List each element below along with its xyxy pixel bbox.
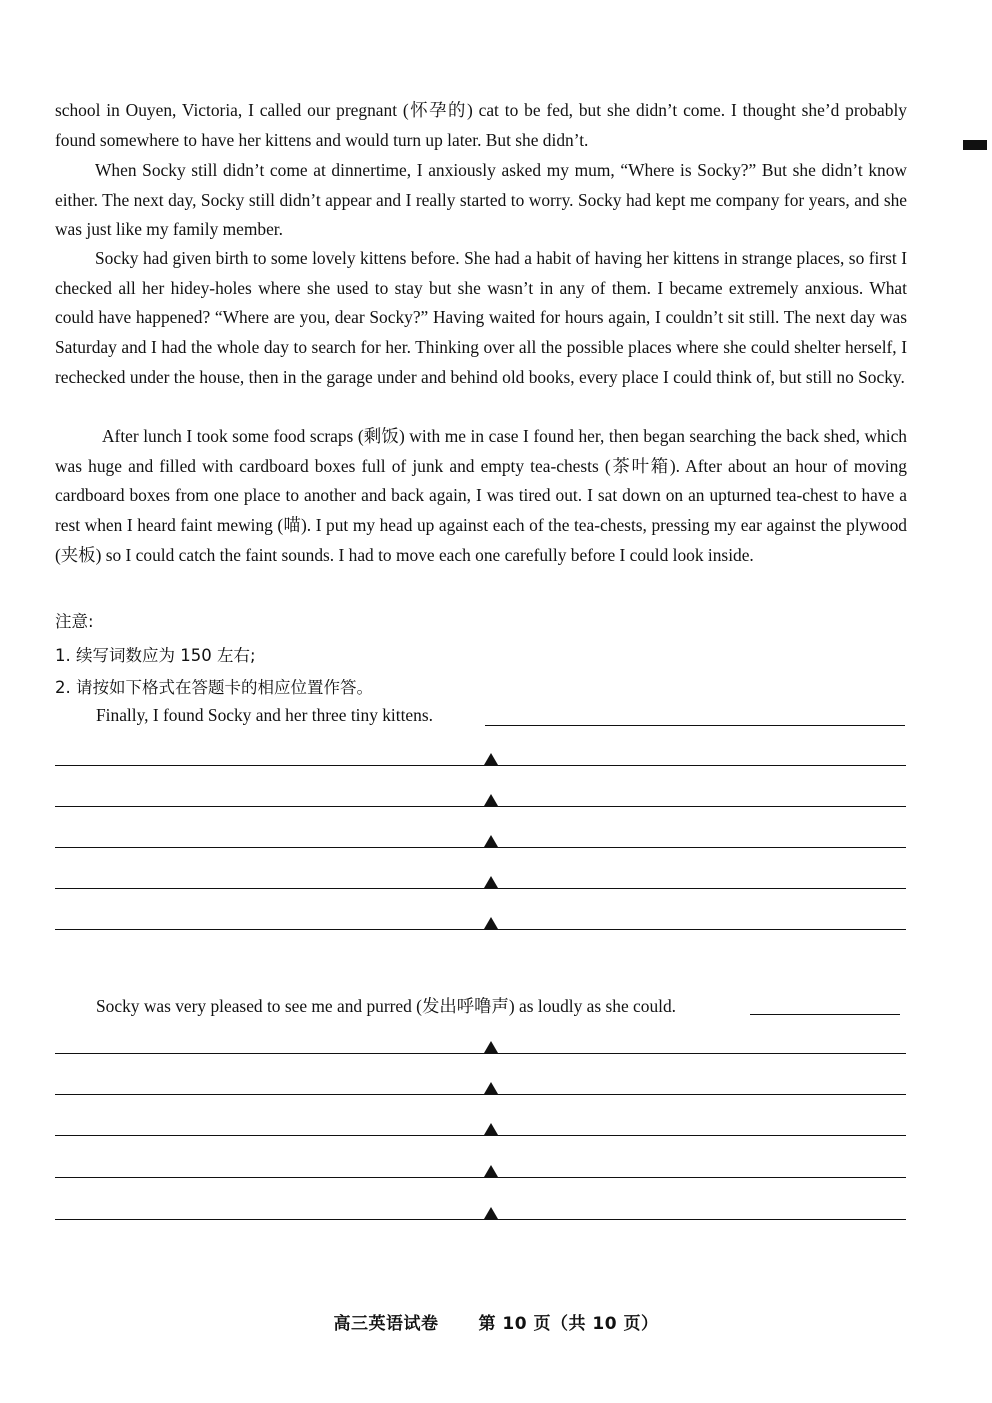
passage-paragraph-2: When Socky still didn’t come at dinnertime, I anxiously asked my mum, “Where is Socky?” But she didn’t know either. The next day, Socky still didn’t appear and I really started to worry. Socky had kept me company for years, and she was just like my family member.: [55, 160, 907, 240]
triangle-marker-icon: [484, 1082, 498, 1094]
answer-line[interactable]: [55, 929, 906, 930]
triangle-marker-icon: [484, 876, 498, 888]
triangle-marker-icon: [484, 1165, 498, 1177]
triangle-marker-icon: [484, 1207, 498, 1219]
notes-heading: 注意:: [55, 612, 94, 631]
footer-subject: 高三英语试卷: [333, 1314, 439, 1334]
triangle-marker-icon: [484, 1123, 498, 1135]
passage-paragraph-1: school in Ouyen, Victoria, I called our pregnant (怀孕的) cat to be fed, but she didn’t come. I thought she’d probably found somewhere to have her kittens and would turn up later. But she didn’t.: [55, 100, 907, 150]
continuation-prompt-2: Socky was very pleased to see me and purred (发出呼噜声) as loudly as she could.: [96, 996, 677, 1016]
answer-line[interactable]: [55, 1053, 906, 1054]
answer-line[interactable]: [55, 1094, 906, 1095]
triangle-marker-icon: [484, 794, 498, 806]
triangle-marker-icon: [484, 753, 498, 765]
answer-line[interactable]: [55, 847, 906, 848]
answer-line[interactable]: [55, 888, 906, 889]
answer-line[interactable]: [55, 1219, 906, 1220]
passage-paragraph-4: After lunch I took some food scraps (剩饭) with me in case I found her, then began searching the back shed, which was huge and filled with cardboard boxes full of junk and empty tea-chests (茶叶箱). After about an hour of moving cardboard boxes from one place to another and back again, I was tired out. I sat down on an upturned tea-chest to have a rest when I heard faint mewing (喵). I put my head up against each of the tea-chests, pressing my ear against the plywood (夹板) so I could catch the faint sounds. I had to move each one carefully before I could look inside.: [55, 426, 907, 565]
page-footer: [0, 1309, 992, 1334]
answer-blank-inline-1[interactable]: [485, 725, 905, 726]
triangle-marker-icon: [484, 835, 498, 847]
note-item-2: 2. 请按如下格式在答题卡的相应位置作答。: [55, 678, 373, 697]
passage-paragraph-3: Socky had given birth to some lovely kittens before. She had a habit of having her kittens in strange places, so first I checked all her hidey-holes where she used to stay but she wasn’t in any of them. I became extremely anxious. What could have happened? “Where are you, dear Socky?” Having waited for hours again, I couldn’t sit still. The next day was Saturday and I had the whole day to search for her. Thinking over all the possible places where she could shelter herself, I rechecked under the house, then in the garage under and behind old books, every place I could think of, but still no Socky.: [55, 248, 907, 387]
answer-line[interactable]: [55, 765, 906, 766]
answer-line[interactable]: [55, 806, 906, 807]
answer-line[interactable]: [55, 1135, 906, 1136]
triangle-marker-icon: [484, 1041, 498, 1053]
footer-page-number: 第 10 页（共 10 页）: [478, 1314, 659, 1334]
binding-margin-mark: [963, 140, 987, 150]
note-item-1: 1. 续写词数应为 150 左右;: [55, 646, 256, 665]
answer-line[interactable]: [55, 1177, 906, 1178]
answer-blank-inline-2[interactable]: [750, 1014, 900, 1015]
triangle-marker-icon: [484, 917, 498, 929]
continuation-prompt-1: Finally, I found Socky and her three tiny kittens.: [96, 705, 433, 725]
